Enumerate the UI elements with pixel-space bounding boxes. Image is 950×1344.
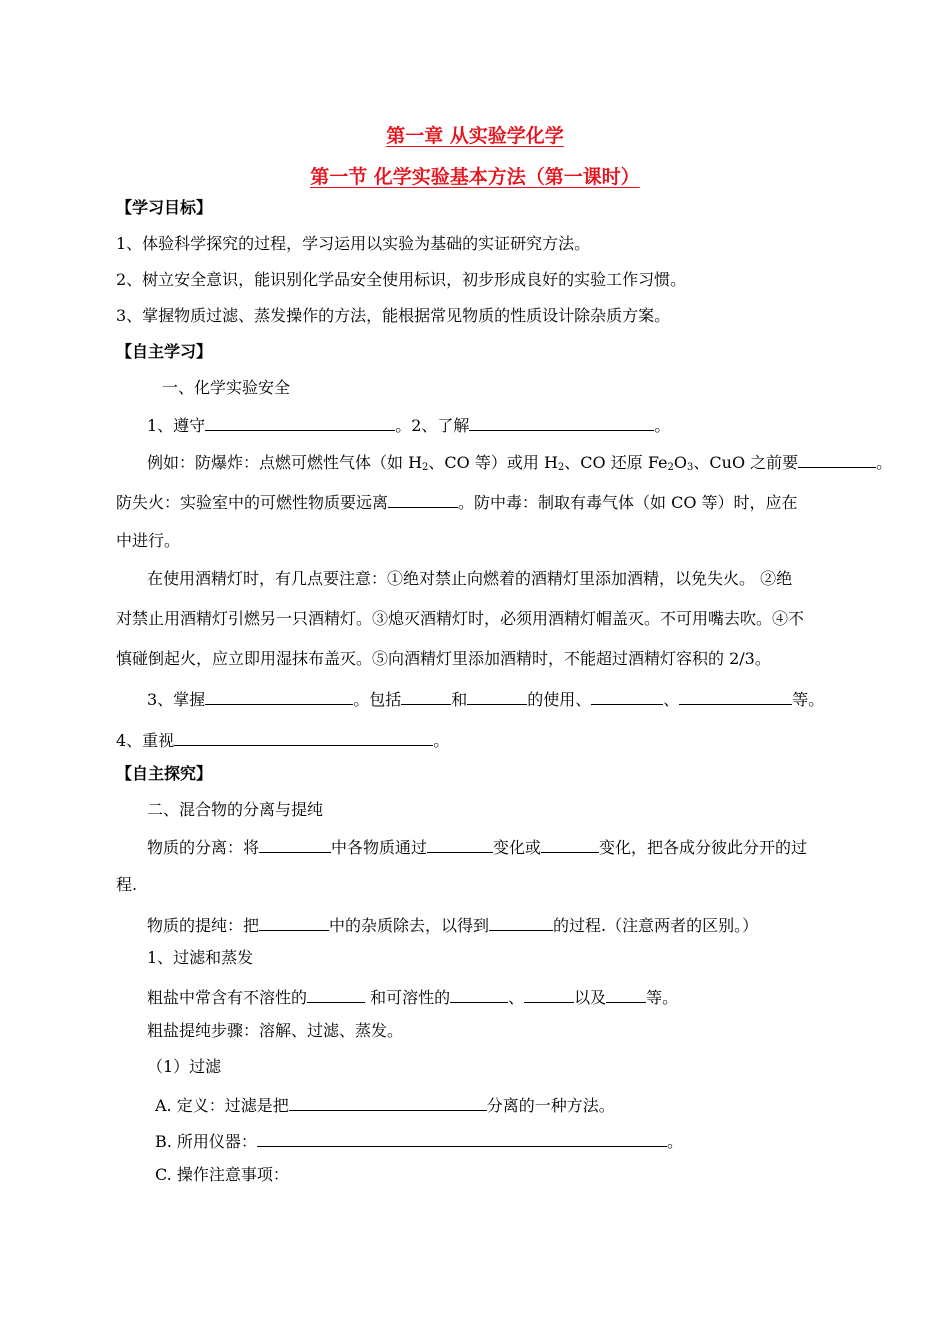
blank — [307, 984, 365, 1003]
blank — [174, 727, 433, 746]
blank — [259, 834, 331, 853]
blank — [401, 686, 451, 705]
question-4: 4、重视 。 — [116, 727, 449, 752]
objective-item: 1、体验科学探究的过程，学习运用以实验为基础的实证研究方法。 — [116, 234, 591, 253]
blank — [205, 686, 353, 705]
question-3: 3、掌握 。包括 和 的使用、 、 等。 — [147, 686, 824, 711]
blank — [427, 834, 493, 853]
blank — [798, 449, 876, 468]
example-line: 例如：防爆炸：点燃可燃性气体（如 $H_2$、CO 等）或用 $H_2$、CO 还原 $Fe_2O_3$、CuO 之前要 。 — [147, 449, 892, 474]
explore-heading: 【自主探究】 — [116, 764, 213, 783]
salt-impurities: 粗盐中常含有不溶性的 和可溶性的 、 以及 等。 — [147, 984, 678, 1009]
part1-title: 一、化学实验安全 — [162, 378, 291, 397]
separation-def: 物质的分离：将 中各物质通过 变化或 变化，把各成分彼此分开的过 — [147, 834, 807, 859]
blank — [388, 489, 458, 508]
blank — [450, 984, 508, 1003]
question-1: 1、遵守 。2、了解 。 — [147, 412, 670, 437]
lamp-note: 在使用酒精灯时，有几点要注意：①绝对禁止向燃着的酒精灯里添加酒精，以免失火。 ②绝 — [147, 569, 793, 588]
chapter-title: 第一章 从实验学化学 — [386, 125, 564, 147]
part2-title: 二、混合物的分离与提纯 — [147, 800, 324, 819]
fire-line: 防失火：实验室中的可燃性物质要远离 。防中毒：制取有毒气体（如 CO 等）时，应在 — [116, 489, 798, 514]
blank — [257, 1128, 667, 1147]
filter-notes: C. 操作注意事项： — [155, 1165, 289, 1184]
blank — [205, 412, 395, 431]
blank — [489, 912, 553, 931]
objectives-heading: 【学习目标】 — [116, 198, 213, 217]
fire-line-cont: 中进行。 — [116, 531, 181, 550]
lamp-note: 慎碰倒起火，应立即用湿抹布盖灭。⑤向酒精灯里添加酒精时，不能超过酒精灯容积的 2/3。 — [116, 649, 771, 668]
blank — [606, 984, 646, 1003]
blank — [259, 912, 329, 931]
separation-def-cont: 程. — [116, 875, 138, 894]
filter-definition: A. 定义：过滤是把 分离的一种方法。 — [155, 1092, 615, 1117]
blank — [469, 412, 654, 431]
blank — [679, 686, 792, 705]
blank — [541, 834, 599, 853]
section-title: 第一节 化学实验基本方法（第一课时） — [310, 166, 640, 188]
purification-def: 物质的提纯：把 中的杂质除去，以得到 的过程.（注意两者的区别。） — [147, 912, 758, 937]
blank — [289, 1092, 487, 1111]
blank — [467, 686, 527, 705]
purification-steps: 粗盐提纯步骤：溶解、过滤、蒸发。 — [147, 1021, 404, 1040]
blank — [591, 686, 663, 705]
lamp-note: 对禁止用酒精灯引燃另一只酒精灯。③熄灭酒精灯时，必须用酒精灯帽盖灭。不可用嘴去吹。④不 — [116, 609, 805, 628]
blank — [524, 984, 574, 1003]
filter-title: （1）过滤 — [147, 1057, 222, 1076]
objective-item: 2、树立安全意识，能识别化学品安全使用标识，初步形成良好的实验工作习惯。 — [116, 270, 687, 289]
objective-item: 3、掌握物质过滤、蒸发操作的方法，能根据常见物质的性质设计除杂质方案。 — [116, 306, 671, 325]
self-study-heading: 【自主学习】 — [116, 342, 213, 361]
filter-instruments: B. 所用仪器： 。 — [155, 1128, 683, 1153]
subsection-title: 1、过滤和蒸发 — [147, 948, 254, 967]
